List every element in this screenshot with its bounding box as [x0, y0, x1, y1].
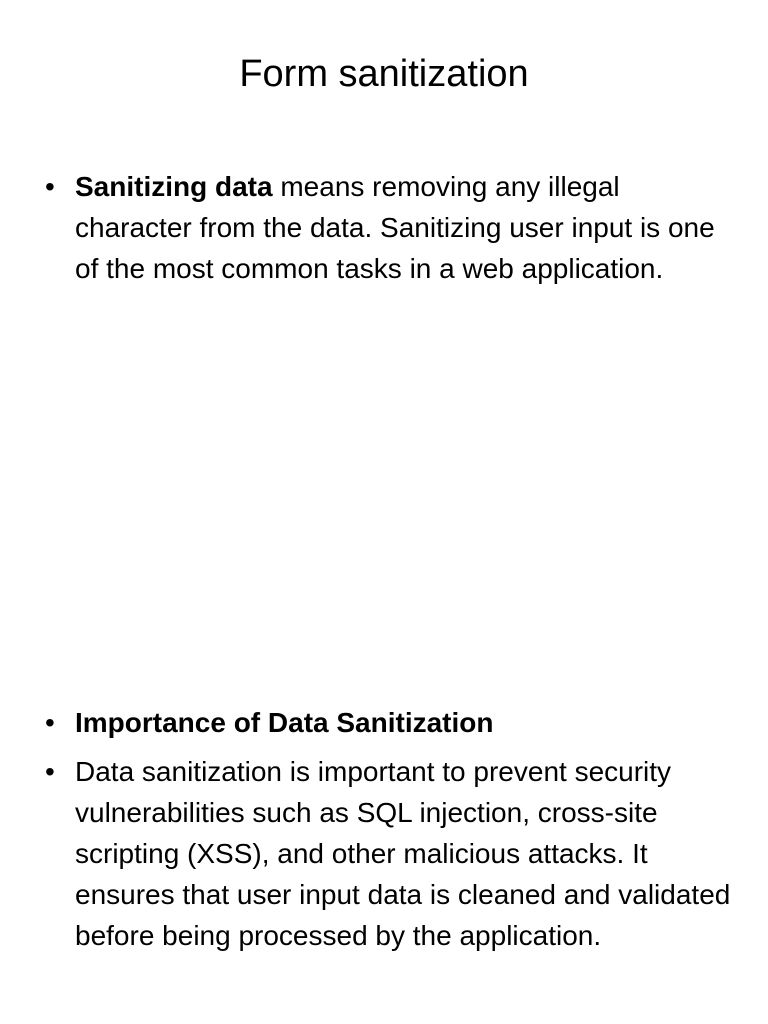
bullet-text: Data sanitization is important to prevent security vulnerabilities such as SQL injection, cross-site scripting (XSS), and other malicious attacks. It ensures that user input data is cleaned and validated before being processed by the application.: [75, 756, 731, 951]
bullet-bold-text: Sanitizing data: [75, 171, 273, 202]
bullet-item-importance-heading: [45, 702, 735, 743]
bullet-item-importance-description: [45, 751, 735, 956]
slide-title: Form sanitization: [239, 53, 529, 95]
bullet-text: means removing any illegal character from the data. Sanitizing user input is one of the most common tasks in a web application.: [75, 171, 715, 284]
bullet-list-top: [45, 166, 735, 297]
bullet-list-bottom: [45, 702, 735, 964]
bullet-dot-icon: •: [45, 707, 55, 738]
bullet-dot-icon: •: [45, 171, 55, 202]
bullet-item-sanitizing-data: [45, 166, 735, 289]
bullet-dot-icon: •: [45, 756, 55, 787]
bullet-bold-text: Importance of Data Sanitization: [75, 707, 494, 738]
